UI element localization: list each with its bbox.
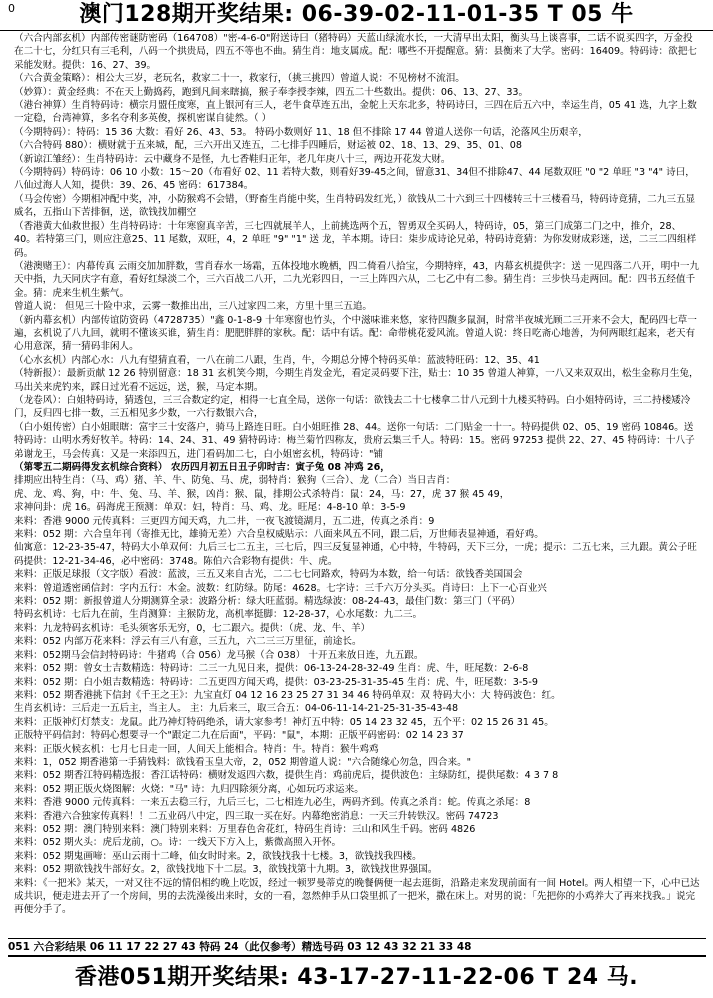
section-paragraph: 来料：052 期：澳门特别来料：澳门特别来料：万里春色舍花红，特码生肖诗：三山和风生千码。密码 4826 [14, 823, 476, 835]
section-paragraph: （今期特码）特码诗：06 10 小数：15～20（布看好 02、11 若特大数，则看好39-45之间，留意31、34但不排除47、44 尾数双旺 "0 "2 单旺 "3 "4" 诗曰，八仙过海人人知，提供：39、26、45 密码：617384。 [14, 167, 695, 192]
footer-title: 香港051期开奖结果: 43-17-27-11-22-06 T 24 马. [74, 965, 639, 990]
section-paragraph: （龙卷风）：白姐特码诗，猜透包，三三合数定约定，相得一七直全局，送你一句话：欲钱去二十七楼拿二廿八元到十九楼买特码。白小姐特码诗，三二持楼矮冷门，反归四七排一数，三五相见多少数，一六行数银六合， [14, 394, 691, 420]
section-paragraph: （心水玄机）内部心水：八九有望猜直看，一八在前二八跟，生肖，牛，今期总分博个特码买单：蓝波特旺码：12、35、41 [14, 354, 540, 366]
section-paragraph: （特新报）：最新贡献 12 26 特别留意：18 31 玄机笑今期，今期生肖发金光，看定灵码要下注，贴士：10 35 曾道人神算，一八又来双双出，松生金称月生兔，马出关来虎钓来，踩日过光看不远远，送，猴，马定本期。 [14, 368, 699, 393]
section-paragraph: 来料：正版神灯灯禁支：龙鼠。此乃神灯特码绝杀，请大家参考！神灯五中特：05 14 23 32 45，五个平：02 15 26 31 45。 [14, 716, 554, 728]
section-paragraph: 排期应出特生肖：（马、鸡）猪、羊、牛、防兔、马、虎，弱特肖：猴狗（三合）、龙（二合）当日吉肖： [14, 475, 456, 487]
section-paragraph: （妙算）：黄金经典：不在天上勤捣药，跑到凡间来瞎搞，猴子奉李授李辣，四五二十些数出。提供：06、13、27、33。 [14, 86, 529, 98]
section-paragraph: 生肖玄机诗：三后走一五后主，当主人。 主：九后来三，取三合五：04-06-11-14-21-25-31-35-43-48 [14, 703, 459, 715]
section-paragraph: 来料：香港六合独家传真料！！二五业码八中定，四三取一买在好。内幕绝密消息：一天三升转铁汉。密码 74723 [14, 810, 499, 822]
footer-divider [8, 955, 706, 957]
section-paragraph: 来料：052期马会信封特码诗：牛猪鸡（合 056）龙马猴（合 038） 十开五来放日连，九五跟。 [14, 649, 424, 661]
section-paragraph: 来料：052 期：新报曾道人分期测算全录：波路分析：绿大旺蓝弱。精选绿波：08-24-43，最佳门数：第三门（平码） [14, 596, 521, 608]
section-paragraph: 正版特平码信封：特码心想要寻一个"跟定二九在后面"，平码："鼠"，本期：正版平码密码：02 14 23 37 [14, 730, 464, 742]
section-paragraph: 来料：052 期：六合皇年刊（寄推无比，雄骑无差）六合皇权威贴示：八面来风五不同，跟二后，万世师表显神通，看好鸡。 [14, 529, 544, 541]
section-paragraph: 来料：九龙特码玄机诗：毛头须客乐无穷，0，七二跟六。提供：（虎、龙、牛、羊） [14, 622, 371, 634]
section-paragraph: （马会传密）今期相冲配中奖，冲，小防猴鸡不会错，（野畜生肖能中奖，生肖特码发红光，）欲钱从二十六到三十四楼转三十三楼看马，特码诗竟猜，二九三五显威名，五指山下苦排徊，送，欲钱找加棚空 [14, 193, 696, 219]
section-paragraph: 来料：《一把米》某天，一对又往不远的情侣相约晚上吃饭，经过一顿罗曼蒂克的晚餐俩便一起去逛街，沿路走来发现前面有一间 Hotel。两人相望一下，心中已达成共识，便走进去开了一个房间，男的去洗澡後出来时，女的一看，忽然伸手从口袋里抓了一把米，撒在床上。对男的说：「先把你的小鸡养大了再来找我。」说完再便分手了。 [14, 877, 700, 916]
section-paragraph: 特码玄机诗：七后九在前，生肖测算：主猴防龙，高机率挺脚：12-28-37，心水尾数：九二三。 [14, 609, 423, 621]
section-paragraph: （香港黄大仙救世报）生肖特码诗：十年寒窗真辛苦，三七四就展羊人，上前挑选两个五，智勇双全买码人，特码诗，05，第三门成第二门之中，推介，28、40。若特第三门，则应注意25、11 尾数，双旺，4，2 单旺 "9" "1" 送 龙，羊本期。诗曰：柒步成诗论兄弟，特码诗竟猜：为你发财成彩迷，送，二三二四组样码。 [14, 220, 697, 259]
section-paragraph: 来料：香港 9000 元传真料：三更四方闻天鸡，九二井，一夜飞渡镜湖月，五二进，传真之杀肖：9 [14, 515, 435, 527]
section-paragraph: （第零五二期码得发玄机综合资料） 农历四月初五日丑子卯时吉：寅子兔 08 冲鸡 26， [14, 462, 390, 473]
section-paragraph: 来料：052 期：白小姐吉数精选：特码诗：二五更四方闻天鸡，提供：03-23-25-31-35-45 生肖：虎、牛，旺尾数：3-5-9 [14, 676, 538, 688]
section-paragraph: 仙寓意：12-23-35-47，特码大小单双何：九后三七二五主，三七后，四三反复显神通，心中特，牛特码，天下三分，一虎；提示：二五七来，三九跟。黄公子旺码提供：12-21-34-46，必中密码：3748。陈伯六合彩物有提供：牛、虎。 [14, 542, 697, 567]
section-paragraph: 来料：正版火候玄机：七月七日走一回，人间天上能相合。特肖：牛。特肖：猴牛鸡鸡 [14, 743, 379, 755]
section-paragraph: 来料：052 期火头：虎后龙前，○。诗：一线天下方入上，紫微高照入开怀。 [14, 837, 342, 849]
section-paragraph: 来料：052 内部万花来料：浮云有三八有意，三五九，六二三三万里征，前途长。 [14, 636, 362, 648]
section-paragraph: 来料：1，052 期香港第一手猜钱料：欲钱看玉皇大帝，2，052 期曾道人说："六合随缘心勿急，四合来。" [14, 756, 472, 768]
section-paragraph: （新内幕玄机）内部传谊防资码（4728735）"鑫 0-1-8-9 十年寒窗也竹头，个中滋味谁来悠，家待四馥多鼠洞，时常半夜城光顾二三开来不会大，配码四七草一遍，玄机说了八九回，就明不懂该买谁，猜生肖：肥肥胖胖的家秋。配：话中有话。配：命带桃花爱风流。曾道人说：终日吃斋心地善，为何两眼红起来，老天有心用意深，猜一猜码非闲人。 [14, 314, 697, 353]
section-paragraph: 来料：香港 9000 元传真料：一来五去稳三行，九后三七，二七相连九必生，两码齐到。传真之杀肖：蛇。传真之杀尾：8 [14, 797, 531, 809]
section-paragraph: （六合特码 880）：横财就于五来城，配，三六开出又连五，二七排手四睡后，财运被 02、18、13、29、35、01、08 [14, 140, 523, 152]
section-paragraph: 来料：052 期鬼画啼：巫山云雨十二峰，仙女时时来。2，欲钱找我十七楼。3，欲钱找我四楼。 [14, 850, 422, 862]
section-paragraph: 曾道人说： 但见三十险中求，云雾一数推出出，三八过家四二来，方里十里三五追。 [14, 301, 373, 313]
section-paragraph: （六合黄金策略）：相公大三岁，老玩名，救家二十一，救家行，（挑三挑四）曾道人说：不见榜材不流泪。 [14, 73, 465, 85]
section-paragraph: 虎、龙、鸡、狗，中：牛、兔、马、羊、猴，凶肖：猴、鼠，排期公式杀特肖：鼠：24，马：27，虎 37 猴 45 49， [14, 488, 510, 500]
section-paragraph: 来料：正版足球报（文字版）看波：蓝波，三五又来自古光，二二七七同路欢，特码为本数，给一句话：欲钱香美国国会 [14, 569, 523, 581]
section-paragraph: 来料：曾道透密函信封：字内五行：木金。波数：红防绿。防尾：4628。七字诗：三千六万分头买。肖诗曰：上下一心百业兴 [14, 582, 547, 594]
section-paragraph: （白小姐传密）白小姐眼瞎：富宇三十安落户，骑马上路连日旺。白小姐旺推 28、44。送你一句话：二门贴金一十一。特码提供 02、05、19 密码 10846。送特码诗：山明水秀好牧羊。特码：14、24、31、49 猜特码诗：梅兰菊竹四称友，贵府云集三千人。特码：15。密码 97253 提供 22、27、45 特码诗：十八子弟谢龙王，马会传真：又是一来添四五，进门看码加二七，白小姐密玄机，特码诗："铺 [14, 421, 695, 460]
section-paragraph: （六合内部玄机）内部传密谜防密码（164708）"密-4-6-0"附送诗曰（猪特码）天蓝山绿流水长，一大清早出太阳，衡头马上谈喜事，二话不说买四字，万金投在二十七，分红只有三毛利，八码一个拱贵局，四五不等也不曲。猜生肖：地支属成。配：哪些不开提醒意。猜：县衡来了大学。密码：16409。特码诗：欲把七采能发财。提供：16、27、39。 [14, 33, 697, 71]
section-paragraph: （今期特码）：特码：15 36 大数：看好 26、43、53。 特码小数则好 11、18 但不排除 17 44 曾道人送你一句话，沦落风尘历艰辛， [14, 126, 588, 138]
section-paragraph: 来料：052 期正版火烧图解：火烧："马" 诗：九归四除须分离，心如玩巧求运来。 [14, 783, 364, 795]
section-paragraph: （港澳赌王）：内幕传真 云雨交加加胖数，雪肖春水一场霜，五体投地水晚栖，四二倚看八拾宝，今期特痒，43，内幕玄机提供字：送 一见四落二八开，明中一九天中指，九天同庆字有意，看好红绿淡二个，三六百战二八开，二九光彩四日，一三上阵四六从，二七乙中有二参。猜生肖：三步快马走两回。配：四书五经值千金。猜：虎来生机生紫气。 [14, 260, 700, 299]
section-paragraph: 来料：052 期欲钱找牛部好女。2，欲钱找地下十二层。3，欲钱找第十九期。3，欲钱找世界强国。 [14, 864, 438, 876]
corner-mark: 0 [8, 2, 15, 15]
section-paragraph: （港台神算）生肖特码诗：横宗月盟任度寒，直上银河有三人，老牛食草连五出，金鸵上天东北多，特码诗曰，三四在后五六中，幸运生肖，05 41 选，九字上数一定稳，台湾神算，多名夺利多英俊，探机密谋自徒然。（ ） [14, 100, 697, 125]
footer-strip: 051 六合彩结果 06 11 17 22 27 43 特码 24（此仅参考）精选号码 03 12 43 32 21 33 48 [8, 938, 706, 955]
section-paragraph: 来料：052 期香港挑下信封《千王之王》：九宝直灯 04 12 16 23 25 27 31 34 46 特码单双：双 特码大小：大 特码波色：红。 [14, 689, 561, 701]
header-title: 澳门128期开奖结果: 06-39-02-11-01-35 T 05 牛 [0, 0, 713, 31]
content-body [14, 32, 702, 958]
section-paragraph: （新谅江雏经）：生肖特码诗：云中藏身不是怪，九七香鞋归正年，老几年庚八十三，两边开花发大财。 [14, 153, 451, 165]
section-paragraph: 来料：052 期香江特码精选报：香江话特码：横财发返四六数，提供生肖：鸡前虎后，提供波色：主绿防红，提供尾数：4 3 7 8 [14, 770, 559, 782]
section-paragraph: 来料：052 期：曾女士吉数精选：特码诗：二三一九见日来，提供：06-13-24-28-32-49 生肖：虎、牛，旺尾数：2-6-8 [14, 663, 529, 675]
section-paragraph: 求神问卦：虎 16。码海虎王预测：单双：妇，特肖：马、鸡、龙。旺尾：4-8-10 单：3-5-9 [14, 502, 406, 514]
